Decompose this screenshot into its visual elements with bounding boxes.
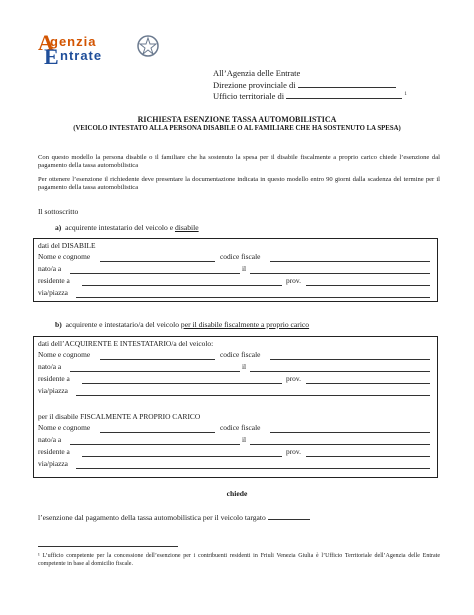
logo-cap-a: A (38, 30, 54, 55)
box-a-res-label: residente a (38, 276, 70, 285)
box-a-born-field[interactable] (70, 273, 240, 274)
box-a-name-label: Nome e cognome (38, 252, 91, 261)
footnote: ¹ L’ufficio competente per la concessione dell’esenzione per i contribuenti residenti in Friuli Venezia Giulia è l’Ufficio Territoriale dell’Agenzia delle Entrate competente in base al domicilio fiscale. (38, 553, 440, 567)
section-a-letter: a) (55, 223, 62, 232)
disabled-person-data-box (33, 238, 438, 302)
box-b2-cf-field[interactable] (270, 432, 430, 433)
box-b2-cf-label: codice fiscale (220, 423, 261, 432)
provincial-direction-label: Direzione provinciale di (213, 80, 296, 90)
address-line-2 (213, 79, 396, 90)
box-a-prov-label: prov. (286, 276, 301, 285)
box-b-name-field[interactable] (100, 359, 215, 360)
box-b2-born-field[interactable] (70, 444, 240, 445)
section-a-text: acquirente intestatario del veicolo e (65, 223, 174, 232)
box-a-cf-label: codice fiscale (220, 252, 261, 261)
box-b-header-2: per il disabile FISCALMENTE A PROPRIO CARICO (38, 412, 201, 421)
territorial-office-label: Ufficio territoriale di (213, 91, 285, 101)
agenzia-entrate-logo (36, 30, 161, 68)
plate-field[interactable] (268, 511, 310, 520)
box-b2-il-label: il (242, 435, 247, 444)
section-a-underlined: disabile (174, 223, 199, 232)
box-b-header: dati dell’ACQUIRENTE E INTESTATARIO/a del veicolo: (38, 339, 214, 348)
box-a-cf-field[interactable] (270, 261, 430, 262)
box-b2-born-label: nato/a a (38, 435, 62, 444)
republic-emblem-icon (136, 34, 160, 58)
box-b2-prov-field[interactable] (306, 456, 430, 457)
box-a-name-field[interactable] (100, 261, 215, 262)
box-b2-via-field[interactable] (76, 468, 430, 469)
footnote-ref: 1 (404, 92, 407, 98)
box-b-name-label: Nome e cognome (38, 350, 91, 359)
box-b-via-field[interactable] (76, 395, 430, 396)
page-title: RICHIESTA ESENZIONE TASSA AUTOMOBILISTICA (137, 115, 337, 124)
undersigned-label: Il sottoscritto (38, 207, 79, 216)
box-b-date-field[interactable] (250, 371, 430, 372)
box-b2-name-field[interactable] (100, 432, 215, 433)
logo-line2: ntrate (60, 48, 103, 63)
address-line-3 (213, 90, 407, 101)
box-b2-res-field[interactable] (82, 456, 282, 457)
box-a-il-label: il (242, 264, 247, 273)
box-b2-prov-label: prov. (286, 447, 301, 456)
territorial-office-field[interactable] (286, 90, 402, 99)
footnote-divider (38, 546, 178, 547)
page-subtitle: (VEICOLO INTESTATO ALLA PERSONA DISABILE O AL FAMILIARE CHE HA SOSTENUTO LA SPESA) (73, 125, 401, 132)
section-b-text: acquirente e intestatario/a del veicolo (65, 320, 179, 329)
box-b-born-field[interactable] (70, 371, 240, 372)
box-b2-res-label: residente a (38, 447, 70, 456)
box-b-res-label: residente a (38, 374, 70, 383)
box-b2-name-label: Nome e cognome (38, 423, 91, 432)
box-a-via-label: via/piazza (38, 288, 68, 297)
exemption-line (38, 511, 310, 523)
box-a-header: dati del DISABILE (38, 241, 96, 250)
box-b2-via-label: via/piazza (38, 459, 68, 468)
box-b-il-label: il (242, 362, 247, 371)
logo-cap-e: E (44, 44, 59, 69)
box-b-res-field[interactable] (82, 383, 282, 384)
box-a-prov-field[interactable] (306, 285, 430, 286)
intro-paragraph-2: Per ottenere l’esenzione il richiedente deve presentare la documentazione indicata in questo modello entro 90 giorni dalla scadenza del termine per il pagamento della tassa automobilistica (38, 176, 440, 191)
section-b-letter: b) (55, 320, 62, 329)
address-line-1: All’Agenzia delle Entrate (213, 68, 301, 78)
box-a-via-field[interactable] (76, 297, 430, 298)
box-b-prov-field[interactable] (306, 383, 430, 384)
asks-heading: chiede (226, 489, 248, 498)
box-b-born-label: nato/a a (38, 362, 62, 371)
box-a-date-field[interactable] (250, 273, 430, 274)
logo-line1: genzia (50, 34, 97, 49)
section-a-option[interactable] (55, 223, 199, 233)
box-b-via-label: via/piazza (38, 386, 68, 395)
box-b-cf-field[interactable] (270, 359, 430, 360)
exemption-text: l’esenzione dal pagamento della tassa automobilistica per il veicolo targato (38, 513, 266, 522)
intro-paragraph-1: Con questo modello la persona disabile o il familiare che ha sostenuto la spesa per il disabile fiscalmente a proprio carico chiede l’esenzione dal pagamento della tassa automobilistica (38, 154, 440, 169)
section-b-underlined: per il disabile fiscalmente a proprio carico (180, 320, 310, 329)
box-a-born-label: nato/a a (38, 264, 62, 273)
section-b-option[interactable] (55, 320, 309, 330)
box-b-prov-label: prov. (286, 374, 301, 383)
box-b2-date-field[interactable] (250, 444, 430, 445)
provincial-direction-field[interactable] (298, 79, 396, 88)
purchaser-data-box (33, 336, 438, 478)
box-b-cf-label: codice fiscale (220, 350, 261, 359)
box-a-res-field[interactable] (82, 285, 282, 286)
